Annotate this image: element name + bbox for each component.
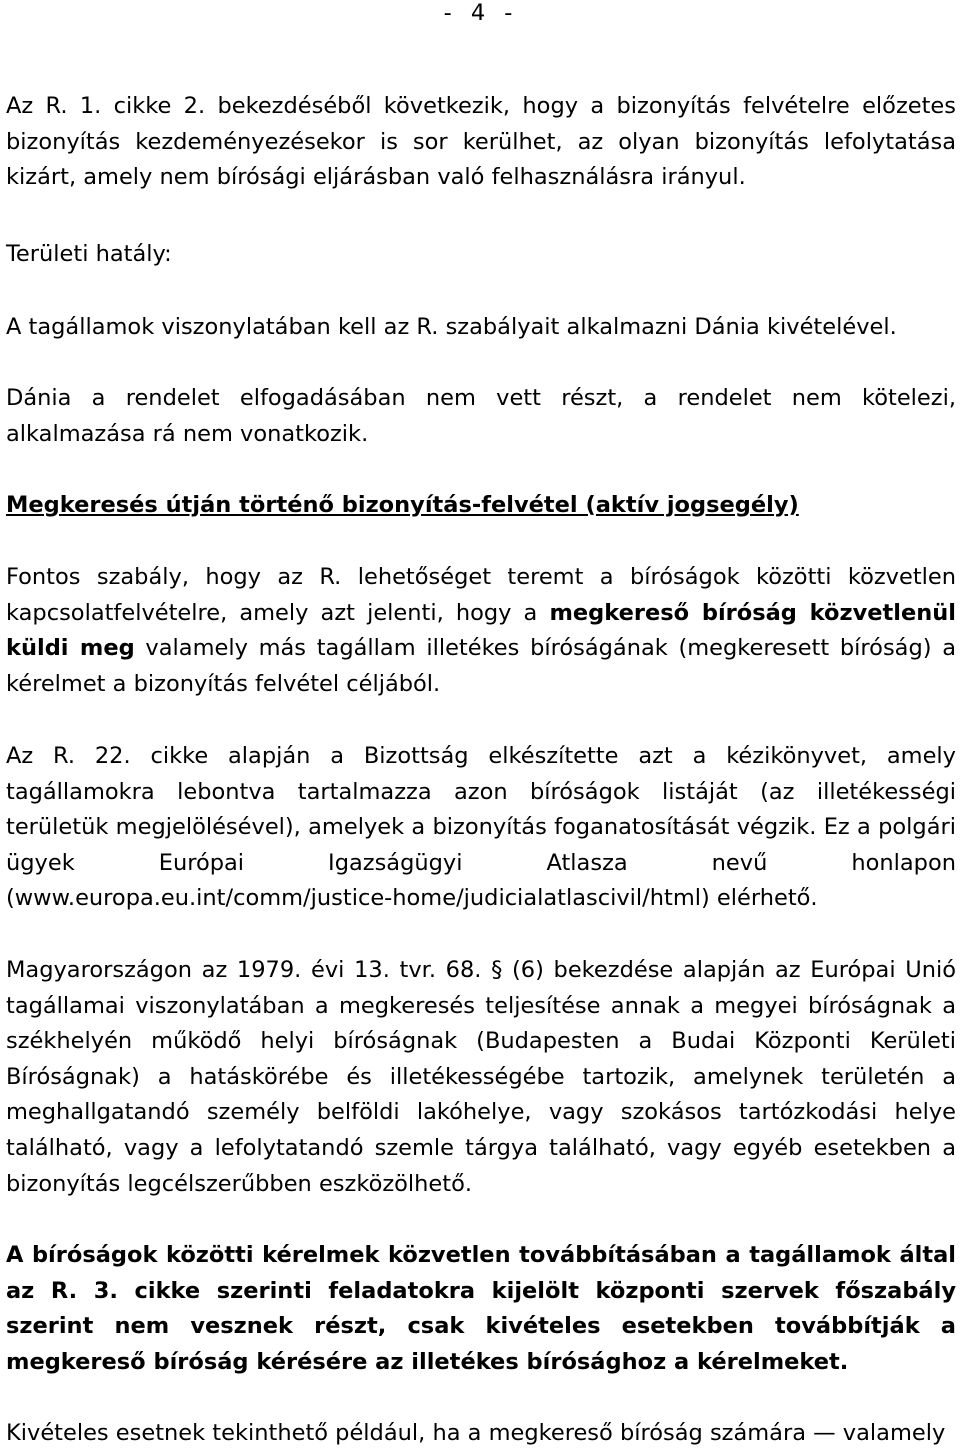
heading-active-legal-assistance: Megkeresés útján történő bizonyítás-felvétel (aktív jogsegély) [6, 492, 799, 518]
direct-contact-text-after: valamely más tagállam illetékes bíróságának (megkeresett bíróság) a kérelmet a bizonyítás felvétel céljából. [6, 635, 957, 697]
paragraph-evidence-preliminary: Az R. 1. cikke 2. bekezdéséből következik, hogy a bizonyítás felvételre előzetes bizonyítás kezdeményezésekor is sor kerülhet, az olyan bizonyítás lefolytatása kizárt, amely nem bírósági eljárásban való felhasználásra irányul. [6, 93, 956, 191]
paragraph-exceptional-case: Kivételes esetnek tekinthető például, ha a megkereső bíróság számára — valamely [6, 1420, 946, 1446]
paragraph-member-states: A tagállamok viszonylatában kell az R. szabályait alkalmazni Dánia kivételével. [6, 314, 897, 340]
direct-contact-bold-text: megkereső bíróság közvetlenül küldi meg [6, 599, 956, 662]
paragraph-denmark: Dánia a rendelet elfogadásában nem vett részt, a rendelet nem kötelezi, alkalmazása rá nem vonatkozik. [6, 385, 956, 447]
direct-contact-text-before: Fontos szabály, hogy az R. lehetőséget teremt a bíróságok közötti közvetlen kapcsolatfelvételre, amely azt jelenti, hogy a [6, 564, 956, 626]
paragraph-article-22: Az R. 22. cikke alapján a Bizottság elkészítette azt a kézikönyvet, amely tagállamokra lebontva tartalmazza azon bíróságok listáját (az illetékességi területük megjelölésével), amelyek a bizonyítás foganatosítását végzik. Ez a polgári ügyek Európai Igazságügyi Atlasza nevű honlapon (www.europa.eu.int/comm/justice-home/judicialatlascivil/html) elérhető. [6, 743, 956, 912]
paragraph-direct-contact [6, 560, 956, 702]
page-number: - 4 - [443, 0, 519, 26]
document-page [6, 0, 957, 1446]
heading-territorial-scope: Területi hatály: [6, 241, 172, 267]
paragraph-central-bodies: A bíróságok közötti kérelmek közvetlen továbbításában a tagállamok által az R. 3. cikke szerinti feladatokra kijelölt központi szervek főszabály szerint nem vesznek részt, csak kivételes esetekben továbbítják a megkereső bíróság kérésére az illetékes bírósághoz a kérelmeket. [6, 1242, 956, 1375]
paragraph-hungary: Magyarországon az 1979. évi 13. tvr. 68. § (6) bekezdése alapján az Európai Unió tagállamai viszonylatában a megkeresés teljesítése annak a megyei bíróságnak a székhelyén működő helyi bíróságnak (Budapesten a Budai Központi Kerületi Bíróságnak) a hatáskörébe és illetékességébe tartozik, amelynek területén a meghallgatandó személy belföldi lakóhelye, vagy szokásos tartózkodási helye található, vagy a lefolytatandó szemle tárgya található, vagy egyéb esetekben a bizonyítás legcélszerűbben eszközölhető. [6, 957, 956, 1197]
